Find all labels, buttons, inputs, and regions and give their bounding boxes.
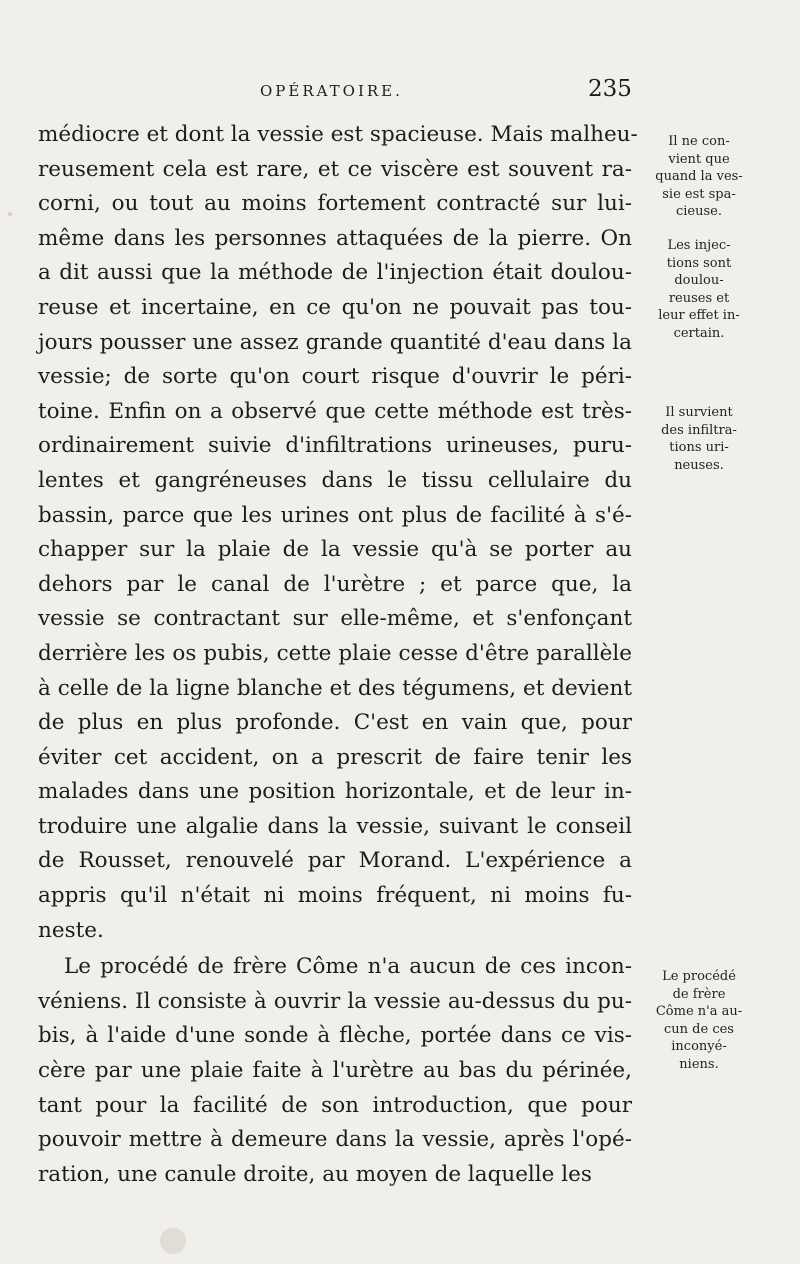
text-line: appris qu'il n'était ni moins fréquent, ni moins fu-: [38, 883, 632, 909]
text-line: troduire une algalie dans la vessie, suivant le conseil: [38, 813, 632, 839]
margin-note-line: Il ne con-: [668, 134, 730, 149]
page-number: 235: [588, 76, 632, 102]
margin-note-line: Il survient: [665, 405, 733, 420]
text-line: ordinairement suivie d'infiltrations urineuses, puru-: [38, 433, 632, 459]
text-line: derrière les os pubis, cette plaie cesse d'être parallèle: [38, 640, 632, 666]
margin-note-line: neuses.: [674, 457, 724, 473]
margin-note-2: [636, 237, 762, 342]
margin-note-line: niens.: [679, 1056, 719, 1072]
margin-note-line: sie est spa-: [662, 186, 736, 202]
paragraph-2: [38, 950, 632, 1192]
margin-note-4: [636, 968, 762, 1073]
text-line: cère par une plaie faite à l'urètre au bas du périnée,: [38, 1058, 632, 1084]
text-line: neste.: [38, 917, 104, 943]
margin-note-line: vient que: [668, 151, 730, 167]
margin-note-1: [636, 133, 762, 221]
text-line: corni, ou tout au moins fortement contracté sur lui-: [38, 191, 632, 217]
text-line: à celle de la ligne blanche et des tégumens, et devient: [38, 675, 632, 701]
margin-note-line: inconyé-: [671, 1039, 727, 1054]
margin-note-line: Le procédé: [662, 969, 736, 984]
margin-note-line: cieuse.: [675, 204, 722, 219]
paper-stain: [160, 1228, 186, 1254]
text-line: éviter cet accident, on a prescrit de faire tenir les: [38, 744, 632, 770]
margin-note-line: certain.: [673, 325, 725, 341]
margin-note-line: tions uri-: [669, 440, 729, 455]
text-line: ration, une canule droite, au moyen de laquelle les: [38, 1161, 592, 1187]
text-line: bis, à l'aide d'une sonde à flèche, portée dans ce vis-: [38, 1023, 632, 1049]
text-line: Le procédé de frère Côme n'a aucun de ces incon-: [64, 954, 632, 980]
margin-note-line: quand la ves-: [655, 169, 743, 184]
text-line: reuse et incertaine, en ce qu'on ne pouvait pas tou-: [38, 294, 632, 320]
text-line: de Rousset, renouvelé par Morand. L'expérience a: [38, 848, 632, 874]
text-line: vessie; de sorte qu'on court risque d'ouvrir le péri-: [38, 364, 632, 390]
text-line: lentes et gangréneuses dans le tissu cellulaire du: [38, 467, 632, 493]
margin-note-line: Côme n'a au-: [655, 1004, 743, 1019]
running-head: OPÉRATOIRE.: [260, 82, 403, 100]
text-line: tant pour la facilité de son introduction, que pour: [38, 1092, 632, 1118]
text-line: médiocre et dont la vessie est spacieuse. Mais malheu-: [38, 122, 638, 147]
text-line: bassin, parce que les urines ont plus de facilité à s'é-: [38, 502, 632, 528]
text-line: dehors par le canal de l'urètre ; et parce que, la: [38, 571, 632, 597]
text-line: pouvoir mettre à demeure dans la vessie, après l'opé-: [38, 1127, 632, 1153]
margin-note-line: des infiltra-: [661, 422, 737, 438]
paragraph-1: [38, 118, 638, 948]
text-line: malades dans une position horizontale, et de leur in-: [38, 779, 632, 805]
text-line: reusement cela est rare, et ce viscère est souvent ra-: [38, 156, 632, 182]
margin-note-line: doulou-: [674, 273, 724, 288]
margin-note-line: tions sont: [666, 255, 732, 271]
text-line: chapper sur la plaie de la vessie qu'à se porter au: [38, 537, 632, 563]
text-line: vessie se contractant sur elle-même, et s'enfonçant: [38, 606, 632, 632]
text-line: a dit aussi que la méthode de l'injection était doulou-: [38, 260, 632, 286]
paper-speck: [8, 212, 12, 216]
text-line: toine. Enfin on a observé que cette méthode est très-: [38, 398, 632, 424]
text-line: même dans les personnes attaquées de la pierre. On: [38, 225, 632, 251]
margin-note-line: reuses et: [668, 290, 730, 306]
text-line: jours pousser une assez grande quantité d'eau dans la: [38, 329, 632, 355]
margin-note-line: cun de ces: [664, 1021, 734, 1037]
margin-note-3: [636, 404, 762, 474]
margin-note-line: de frère: [672, 986, 726, 1002]
body-text: [38, 118, 638, 1192]
margin-note-line: Les injec-: [667, 238, 731, 253]
text-line: véniens. Il consiste à ouvrir la vessie au-dessus du pu-: [38, 988, 632, 1014]
margin-note-line: leur effet in-: [658, 308, 740, 323]
text-line: de plus en plus profonde. C'est en vain que, pour: [38, 710, 632, 736]
